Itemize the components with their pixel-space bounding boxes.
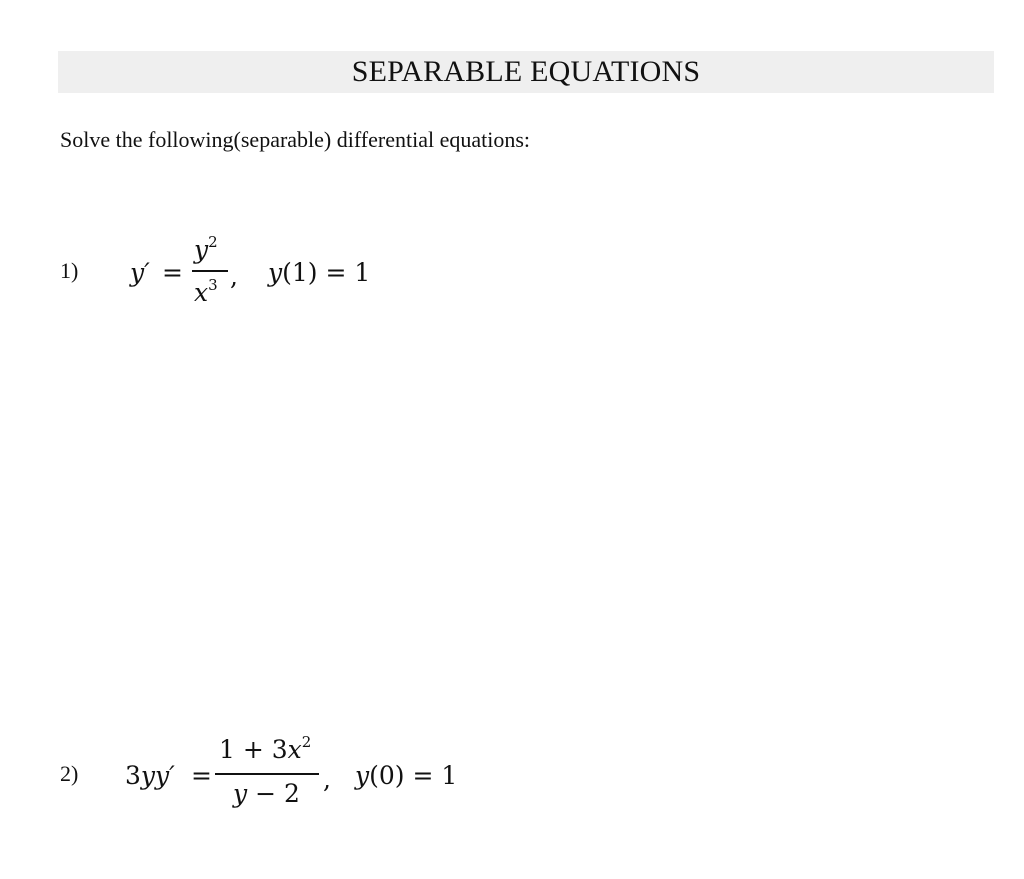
problem-number: 1) [60,258,79,283]
numerator-power: 2 [208,233,218,251]
numerator [194,235,218,264]
page-title: SEPARABLE EQUATIONS [351,55,701,88]
lhs-variables: yy′ [140,761,175,790]
fraction-bar [192,270,228,272]
instructions-text: Solve the following(separable) differential equations: [60,127,531,152]
title-bar [58,51,994,93]
denominator-base: x [194,278,209,307]
initial-condition [355,761,457,790]
ic-argument: (0) [369,761,405,790]
numerator-lead: 1 + 3 [219,735,288,764]
ic-function: y [268,258,283,287]
problem-number: 2) [60,761,79,786]
equals-sign: = [191,761,212,790]
denominator-rest: − 2 [247,779,300,808]
equation-lhs [125,761,175,790]
equals-sign: = [162,258,183,287]
ic-value: = 1 [317,258,371,287]
initial-condition [268,258,370,287]
lhs-coefficient: 3 [125,761,141,790]
numerator-power: 2 [301,733,312,751]
numerator-var: x [287,735,302,764]
fraction-bar [215,773,319,775]
equation-lhs: y′ [130,258,150,287]
denominator-var: y [233,779,248,808]
ic-value: = 1 [404,761,458,790]
numerator [219,735,311,764]
denominator [194,278,218,307]
ic-function: y [355,761,370,790]
ic-argument: (1) [282,258,318,287]
numerator-base: y [194,235,209,264]
comma-separator: , [323,765,331,794]
comma-separator: , [230,262,238,291]
denominator [233,779,300,808]
denominator-power: 3 [208,276,218,294]
